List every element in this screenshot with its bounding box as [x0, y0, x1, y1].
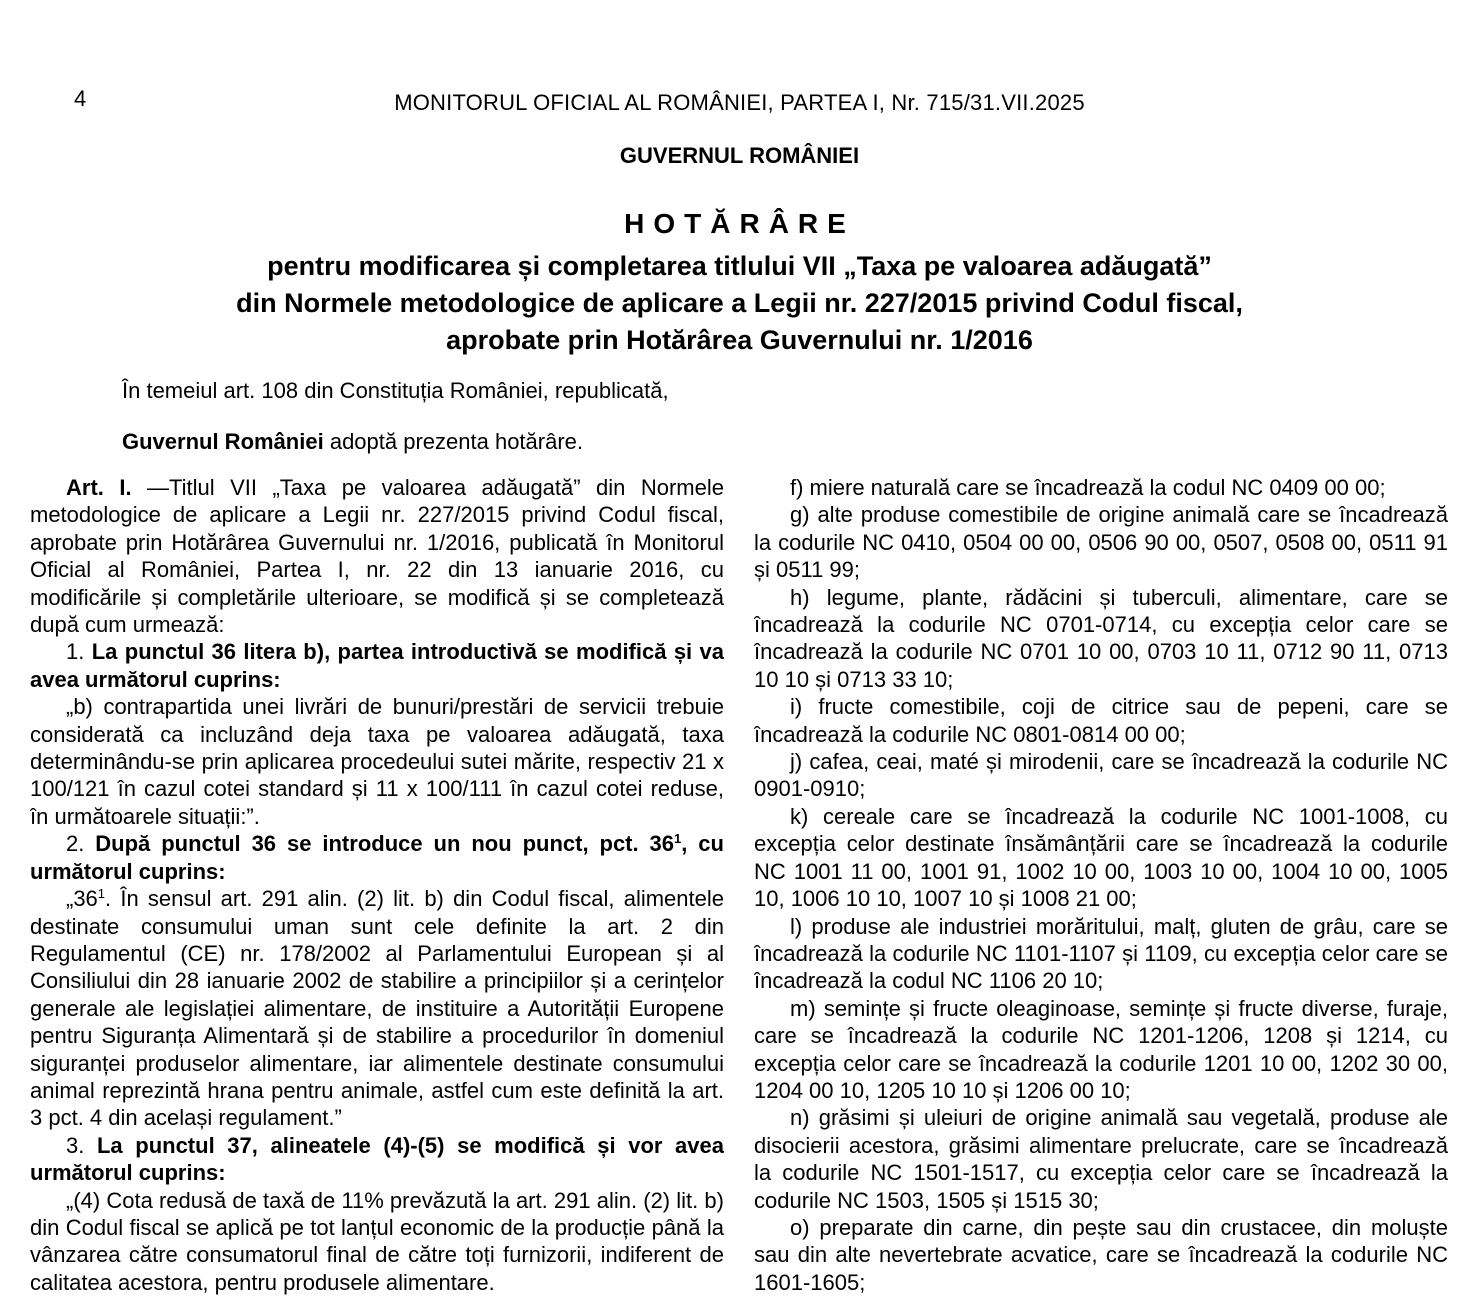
- list-item: k) cereale care se încadrează la codurile NC 1001-1008, cu excepția celor destinate însămânțării care se încadrează la codurile NC 1001 11 00, 1001 91, 1002 10 00, 1003 10 00, 1004 10 00, 1005 10, 1006 10 10, 1007 10 și 1008 21 00;: [754, 803, 1448, 912]
- list-item: m) semințe și fructe oleaginoase, semințe și fructe diverse, furaje, care se încadrează la codurile NC 1201-1206, 1208 și 1214, cu excepția celor care se încadrează la codurile 1201 10 00, 1202 30 00, 1204 00 10, 1205 10 10 și 1206 00 10;: [754, 995, 1448, 1103]
- heading-part: , cu următorul cuprins:: [30, 831, 724, 884]
- document-title: [0, 248, 1479, 359]
- amendment-text: „b) contrapartida unei livrări de bunuri/prestări de servicii trebuie considerată ca incluzând deja taxa pe valoarea adăugată, taxa determinându-se prin aplicarea procedeului sutei mărite, respectiv 21 x 100/121 în cazul cotei standard și 11 x 100/111 în cazul cotei reduse, în următoarele situații:”.: [30, 694, 724, 829]
- adoption-subject: Guvernul României: [122, 429, 324, 454]
- amendment-number: 1.: [66, 639, 92, 665]
- left-column: [30, 474, 724, 1297]
- amendment-heading-text: [30, 831, 724, 883]
- article-intro-text: —Titlul VII „Taxa pe valoarea adăugată” din Normele metodologice de aplicare a Legii nr. 227/2015 privind Codul fiscal, aprobate prin Hotărârea Guvernului nr. 1/2016, publicată în Monitorul Oficial al României, Partea I, nr. 22 din 13 ianuarie 2016, cu modificările și completările ulterioare, se modifică și se completează după cum urmează:: [30, 475, 724, 638]
- document-type: HOTĂRÂRE: [624, 208, 855, 239]
- article-intro: [30, 474, 724, 638]
- adoption-statement: [122, 429, 583, 455]
- superscript: 1: [97, 886, 106, 902]
- list-item: g) alte produse comestibile de origine animală care se încadrează la codurile NC 0410, 0504 00 00, 0506 90 00, 0507, 0508 00, 0511 91 și 0511 99;: [754, 502, 1448, 583]
- legal-basis: În temeiul art. 108 din Constituția României, republicată,: [122, 378, 669, 403]
- amendment-text: „(4) Cota redusă de taxă de 11% prevăzută la art. 291 alin. (2) lit. b) din Codul fiscal se aplică pe tot lanțul economic de la producție până la vânzarea către consumatorul final de către toți furnizorii, indiferent de calitatea acestora, pentru produsele alimentare.: [30, 1187, 724, 1295]
- amendment-text: [30, 885, 724, 1132]
- page-number: 4: [74, 86, 87, 111]
- right-column: [754, 474, 1448, 1297]
- list-item: h) legume, plante, rădăcini și tuberculi, alimentare, care se încadrează la codurile NC 0701-0714, cu excepția celor care se încadrează la codurile NC 0701 10 00, 0703 10 11, 0712 90 11, 0713 10 10 și 0713 33 10;: [754, 584, 1448, 692]
- adoption-rest: adoptă prezenta hotărâre.: [323, 429, 584, 454]
- list-item: n) grăsimi și uleiuri de origine animală sau vegetală, produse ale disocierii acestora, grăsimi alimentare prelucrate, care se încadrează la codurile NC 1501-1517, cu excepția celor care se încadrează la codurile NC 1503, 1505 și 1515 30;: [754, 1105, 1448, 1213]
- amendment-number: 3.: [66, 1132, 97, 1158]
- list-item: j) cafea, ceai, maté și mirodenii, care se încadrează la codurile NC 0901-0910;: [754, 749, 1448, 802]
- amendment-heading-text: La punctul 37, alineatele (4)-(5) se modifică și vor avea următorul cuprins:: [30, 1132, 724, 1186]
- amendment-heading: [30, 830, 724, 885]
- list-item: f) miere naturală care se încadrează la codul NC 0409 00 00;: [790, 475, 1386, 500]
- amendment-heading: [30, 1132, 724, 1187]
- amendment-number: 2.: [66, 831, 96, 857]
- list-item: o) preparate din carne, din pește sau din crustacee, din moluște sau din alte nevertebrate acvatice, care se încadrează la codurile NC 1601-1605;: [754, 1214, 1448, 1295]
- heading-part: După punctul 36 se introduce un nou punct, pct. 36: [95, 831, 675, 857]
- text-part: . În sensul art. 291 alin. (2) lit. b) din Codul fiscal, alimentele destinate consumului uman sunt cele definite la art. 2 din Regulamentul (CE) nr. 178/2002 al Parlamentului European și al Consiliului din 28 ianuarie 2002 de stabilire a principiilor și a cerințelor generale ale legislației alimentare, de instituire a Autorității Europene pentru Siguranța Alimentară și de stabilire a procedurilor în domeniul siguranței produselor alimentare, iar alimentele destinate consumului animal reprezintă hrana pentru animale, astfel cum este definită la art. 3 pct. 4 din același regulament.”: [30, 886, 724, 1131]
- text-part: „36: [66, 886, 98, 912]
- list-item: l) produse ale industriei morăritului, malț, gluten de grâu, care se încadrează la codurile NC 1101-1107 și 1109, cu excepția celor care se încadrează la codul NC 1106 20 10;: [754, 913, 1448, 994]
- article-label: Art. I.: [66, 475, 132, 500]
- list-item: i) fructe comestibile, coji de citrice sau de pepeni, care se încadrează la codurile NC 0801-0814 00 00;: [754, 694, 1448, 747]
- title-line: pentru modificarea și completarea titlului VII „Taxa pe valoarea adăugată”: [267, 251, 1212, 281]
- title-line: aprobate prin Hotărârea Guvernului nr. 1/2016: [446, 325, 1033, 355]
- amendment-heading: [30, 638, 724, 693]
- title-line: din Normele metodologice de aplicare a Legii nr. 227/2015 privind Codul fiscal,: [236, 288, 1243, 318]
- running-header: MONITORUL OFICIAL AL ROMÂNIEI, PARTEA I, Nr. 715/31.VII.2025: [394, 90, 1085, 115]
- amendment-heading-text: La punctul 36 litera b), partea introductivă se modifică și va avea următorul cuprins:: [30, 639, 724, 692]
- issuer-heading: GUVERNUL ROMÂNIEI: [619, 143, 860, 168]
- superscript: 1: [674, 831, 682, 847]
